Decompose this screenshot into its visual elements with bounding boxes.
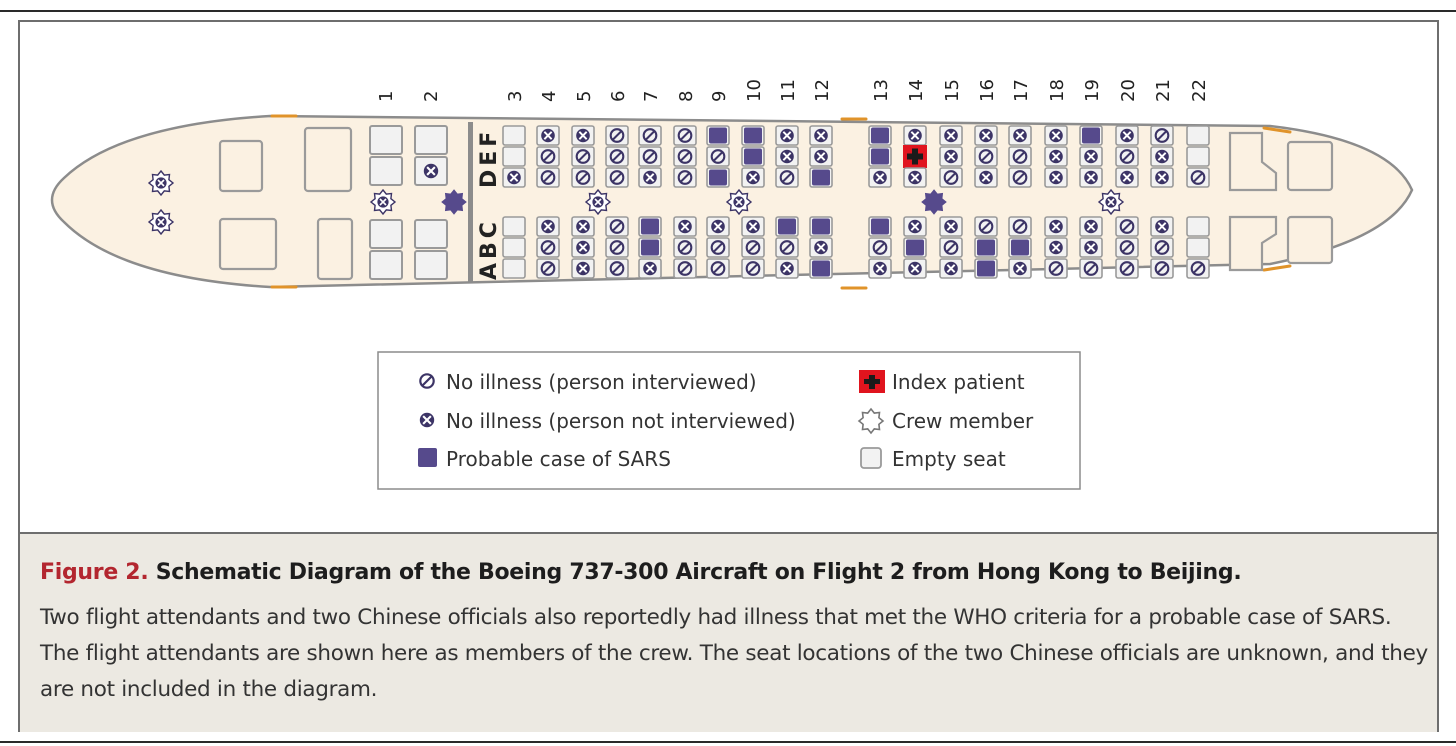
not-interviewed-icon	[1120, 171, 1134, 185]
seat-18F	[1045, 126, 1067, 145]
seat-14B	[904, 238, 926, 257]
not-interviewed-icon	[1084, 241, 1098, 255]
seat-16E	[975, 147, 997, 166]
seat-3C	[503, 217, 525, 236]
seat-17C	[1009, 217, 1031, 236]
seat-18B	[1045, 238, 1067, 257]
not-interviewed-icon	[1084, 220, 1098, 234]
seat-12D	[810, 168, 832, 187]
seat-3D	[503, 168, 525, 187]
not-interviewed-icon	[155, 216, 166, 227]
not-interviewed-icon	[814, 129, 828, 143]
not-interviewed-icon	[1049, 171, 1063, 185]
seat-10C	[742, 217, 764, 236]
seat-15D	[940, 168, 962, 187]
crew-member-3	[371, 190, 395, 214]
seat-14C	[904, 217, 926, 236]
seat-18D	[1045, 168, 1067, 187]
not-interviewed-icon	[420, 413, 434, 427]
not-interviewed-icon	[155, 177, 166, 188]
not-interviewed-icon	[944, 220, 958, 234]
seat-5E	[572, 147, 594, 166]
legend-item-not-interviewed	[420, 409, 796, 433]
seat-10E	[742, 147, 764, 166]
seat-7F	[639, 126, 661, 145]
seat-15B	[940, 238, 962, 257]
seat-9C	[707, 217, 729, 236]
seat-9D	[707, 168, 729, 187]
seat-2-passenger	[424, 164, 438, 178]
sars-case	[906, 240, 924, 256]
legend-label: Probable case of SARS	[446, 447, 671, 471]
not-interviewed-icon	[541, 220, 555, 234]
figure-caption	[20, 532, 1437, 732]
not-interviewed-icon	[908, 220, 922, 234]
legend-label: No illness (person not interviewed)	[446, 409, 796, 433]
sars-case	[778, 219, 796, 235]
seat-13D	[869, 168, 891, 187]
not-interviewed-icon	[576, 129, 590, 143]
sars-case	[812, 170, 830, 186]
seat-15C	[940, 217, 962, 236]
not-interviewed-icon	[541, 129, 555, 143]
not-interviewed-icon	[576, 241, 590, 255]
not-interviewed-icon	[1084, 171, 1098, 185]
seat-9B	[707, 238, 729, 257]
seat-8E	[674, 147, 696, 166]
seat-8C	[674, 217, 696, 236]
not-interviewed-icon	[814, 241, 828, 255]
seat-7D	[639, 168, 661, 187]
seat-4E	[537, 147, 559, 166]
seat-22F	[1187, 126, 1209, 145]
seat-5C	[572, 217, 594, 236]
seat-19F	[1080, 126, 1102, 145]
figure-title: Schematic Diagram of the Boeing 737-300 Aircraft on Flight 2 from Hong Kong to Beijing.	[155, 560, 1242, 585]
seat-20F	[1116, 126, 1138, 145]
seat-3B	[503, 238, 525, 257]
seat-12C	[810, 217, 832, 236]
seat-19B	[1080, 238, 1102, 257]
seat-6B	[606, 238, 628, 257]
seat-21B	[1151, 238, 1173, 257]
seat-18A	[1045, 259, 1067, 278]
not-interviewed-icon	[746, 171, 760, 185]
seat-20E	[1116, 147, 1138, 166]
seat-8D	[674, 168, 696, 187]
caption-body: Two flight attendants and two Chinese officials also reportedly had illness that met the WHO criteria for a probable case of SARS. The flight attendants are shown here as members of the crew. The seat locations of the two Chinese officials are unknown, and they are not included in the diagram.	[40, 605, 1428, 702]
not-interviewed-icon	[1013, 129, 1027, 143]
seat-21A	[1151, 259, 1173, 278]
not-interviewed-icon	[873, 262, 887, 276]
seat-13A	[869, 259, 891, 278]
seat-8B	[674, 238, 696, 257]
row-number-9: 9	[709, 90, 730, 102]
seat-21E	[1151, 147, 1173, 166]
seat-4A	[537, 259, 559, 278]
seat-15F	[940, 126, 962, 145]
seat-4C	[537, 217, 559, 236]
figure-label: Figure 2.	[40, 560, 149, 585]
seat-21C	[1151, 217, 1173, 236]
seat-21F	[1151, 126, 1173, 145]
sars-case	[641, 219, 659, 235]
seat-17B	[1009, 238, 1031, 257]
seat-22D	[1187, 168, 1209, 187]
crew-member-6	[727, 190, 751, 214]
not-interviewed-icon	[1049, 220, 1063, 234]
seat-15A	[940, 259, 962, 278]
crew-member-8	[1099, 190, 1123, 214]
seat-8A	[674, 259, 696, 278]
seat-10F	[742, 126, 764, 145]
not-interviewed-icon	[780, 150, 794, 164]
row-number-2: 2	[421, 90, 442, 102]
not-interviewed-icon	[711, 220, 725, 234]
not-interviewed-icon	[1084, 150, 1098, 164]
seat-7A	[639, 259, 661, 278]
seat-9E	[707, 147, 729, 166]
seat-22B	[1187, 238, 1209, 257]
row-number-15: 15	[942, 79, 963, 102]
seat-16C	[975, 217, 997, 236]
seat-8F	[674, 126, 696, 145]
row-number-11: 11	[778, 79, 799, 102]
not-interviewed-icon	[1049, 150, 1063, 164]
seat-22E	[1187, 147, 1209, 166]
row-number-12: 12	[812, 79, 833, 102]
sars-case	[977, 240, 995, 256]
seat-15E	[940, 147, 962, 166]
seat-20D	[1116, 168, 1138, 187]
seat-11A	[776, 259, 798, 278]
not-interviewed-icon	[908, 129, 922, 143]
row-number-10: 10	[744, 79, 765, 102]
seat-17F	[1009, 126, 1031, 145]
row-number-20: 20	[1118, 79, 1139, 102]
seat-5D	[572, 168, 594, 187]
not-interviewed-icon	[643, 262, 657, 276]
seat-17A	[1009, 259, 1031, 278]
row-number-3: 3	[505, 90, 526, 102]
not-interviewed-icon	[1155, 220, 1169, 234]
sars-case	[871, 149, 889, 165]
row-number-6: 6	[608, 90, 629, 102]
seat-19C	[1080, 217, 1102, 236]
crew-star-icon	[859, 409, 883, 433]
seat-22A	[1187, 259, 1209, 278]
seat-4B	[537, 238, 559, 257]
seat-20C	[1116, 217, 1138, 236]
not-interviewed-icon	[1155, 150, 1169, 164]
seat-19D	[1080, 168, 1102, 187]
not-interviewed-icon	[814, 150, 828, 164]
seat-6C	[606, 217, 628, 236]
crew-member-5	[586, 190, 610, 214]
seat-6E	[606, 147, 628, 166]
bulkhead	[468, 122, 473, 282]
row-number-13: 13	[871, 79, 892, 102]
sars-case	[871, 219, 889, 235]
legend-item-sars	[418, 447, 671, 471]
row-number-17: 17	[1011, 79, 1032, 102]
seat-12B	[810, 238, 832, 257]
seat-11E	[776, 147, 798, 166]
not-interviewed-icon	[1049, 241, 1063, 255]
not-interviewed-icon	[908, 171, 922, 185]
seat-7B	[639, 238, 661, 257]
seat-12E	[810, 147, 832, 166]
seat-17E	[1009, 147, 1031, 166]
seat-13C	[869, 217, 891, 236]
seat-10D	[742, 168, 764, 187]
seat-5A	[572, 259, 594, 278]
not-interviewed-icon	[979, 129, 993, 143]
not-interviewed-icon	[377, 196, 388, 207]
seat-13B	[869, 238, 891, 257]
seat-11C	[776, 217, 798, 236]
not-interviewed-icon	[944, 262, 958, 276]
seat-4F	[537, 126, 559, 145]
seat-5F	[572, 126, 594, 145]
not-interviewed-icon	[1120, 129, 1134, 143]
seat-11B	[776, 238, 798, 257]
not-interviewed-icon	[944, 150, 958, 164]
legend-item-index	[859, 370, 1025, 394]
seat-21D	[1151, 168, 1173, 187]
sars-case	[709, 170, 727, 186]
seat-22C	[1187, 217, 1209, 236]
seat-3E	[503, 147, 525, 166]
sars-case	[812, 219, 830, 235]
row-number-21: 21	[1153, 79, 1174, 102]
sars-case	[641, 240, 659, 256]
not-interviewed-icon	[1105, 196, 1116, 207]
not-interviewed-icon	[1049, 129, 1063, 143]
sars-case	[744, 128, 762, 144]
row-number-18: 18	[1047, 79, 1068, 102]
caption-title	[40, 560, 1241, 585]
not-interviewed-icon	[780, 262, 794, 276]
not-interviewed-icon	[507, 171, 521, 185]
row-number-7: 7	[641, 90, 662, 102]
sars-case	[744, 149, 762, 165]
seat-20A	[1116, 259, 1138, 278]
seat-9A	[707, 259, 729, 278]
row-number-16: 16	[977, 79, 998, 102]
row-numbers	[376, 79, 1210, 102]
seat-12A	[810, 259, 832, 278]
seat-7E	[639, 147, 661, 166]
crew-sars-icon	[922, 190, 946, 214]
column-labels-def: DEF	[477, 127, 502, 188]
row-number-19: 19	[1082, 79, 1103, 102]
sars-case	[1011, 240, 1029, 256]
seat-3F	[503, 126, 525, 145]
not-interviewed-icon	[944, 129, 958, 143]
legend-label: No illness (person interviewed)	[446, 370, 757, 394]
not-interviewed-icon	[643, 171, 657, 185]
seat-17D	[1009, 168, 1031, 187]
seat-6F	[606, 126, 628, 145]
column-labels-abc: ABC	[477, 218, 502, 280]
crew-member-7	[922, 190, 946, 214]
row-number-22: 22	[1189, 79, 1210, 102]
seat-18C	[1045, 217, 1067, 236]
row-number-8: 8	[676, 90, 697, 102]
bottom-rule	[0, 741, 1456, 743]
not-interviewed-icon	[873, 171, 887, 185]
seat-19A	[1080, 259, 1102, 278]
not-interviewed-icon	[908, 262, 922, 276]
not-interviewed-icon	[1013, 262, 1027, 276]
seat-6A	[606, 259, 628, 278]
seat-10A	[742, 259, 764, 278]
not-interviewed-icon	[576, 262, 590, 276]
seat-11F	[776, 126, 798, 145]
not-interviewed-icon	[576, 220, 590, 234]
seat-6D	[606, 168, 628, 187]
legend-label: Index patient	[892, 370, 1025, 394]
sars-case	[1082, 128, 1100, 144]
seat-16F	[975, 126, 997, 145]
sars-case	[977, 261, 995, 277]
seat-14E	[903, 145, 927, 168]
row-number-14: 14	[906, 79, 927, 102]
crew-member-4	[442, 190, 466, 214]
seat-16D	[975, 168, 997, 187]
seat-13E	[869, 147, 891, 166]
crew-member-2	[149, 210, 173, 234]
sars-seat-icon	[418, 448, 437, 467]
row-number-5: 5	[574, 90, 595, 102]
seat-5B	[572, 238, 594, 257]
seat-16A	[975, 259, 997, 278]
seat-10B	[742, 238, 764, 257]
legend-item-interviewed	[420, 370, 756, 394]
not-interviewed-icon	[592, 196, 603, 207]
seat-11D	[776, 168, 798, 187]
seat-4D	[537, 168, 559, 187]
seat-16B	[975, 238, 997, 257]
seat-20B	[1116, 238, 1138, 257]
row-number-1: 1	[376, 90, 397, 102]
seat-14A	[904, 259, 926, 278]
empty-seat-icon	[861, 448, 881, 468]
not-interviewed-icon	[733, 196, 744, 207]
not-interviewed-icon	[746, 220, 760, 234]
sars-case	[871, 128, 889, 144]
seat-13F	[869, 126, 891, 145]
sars-case	[709, 128, 727, 144]
seat-18E	[1045, 147, 1067, 166]
seat-7C	[639, 217, 661, 236]
seat-9F	[707, 126, 729, 145]
not-interviewed-icon	[678, 220, 692, 234]
crew-sars-icon	[442, 190, 466, 214]
seat-19E	[1080, 147, 1102, 166]
sars-case	[812, 261, 830, 277]
not-interviewed-icon	[780, 129, 794, 143]
legend-label: Empty seat	[892, 447, 1006, 471]
seat-12F	[810, 126, 832, 145]
crew-member-1	[149, 171, 173, 195]
seat-3A	[503, 259, 525, 278]
row-number-4: 4	[539, 90, 560, 102]
seat-14D	[904, 168, 926, 187]
seat-14F	[904, 126, 926, 145]
not-interviewed-icon	[1155, 171, 1169, 185]
not-interviewed-icon	[979, 171, 993, 185]
legend-label: Crew member	[892, 409, 1034, 433]
